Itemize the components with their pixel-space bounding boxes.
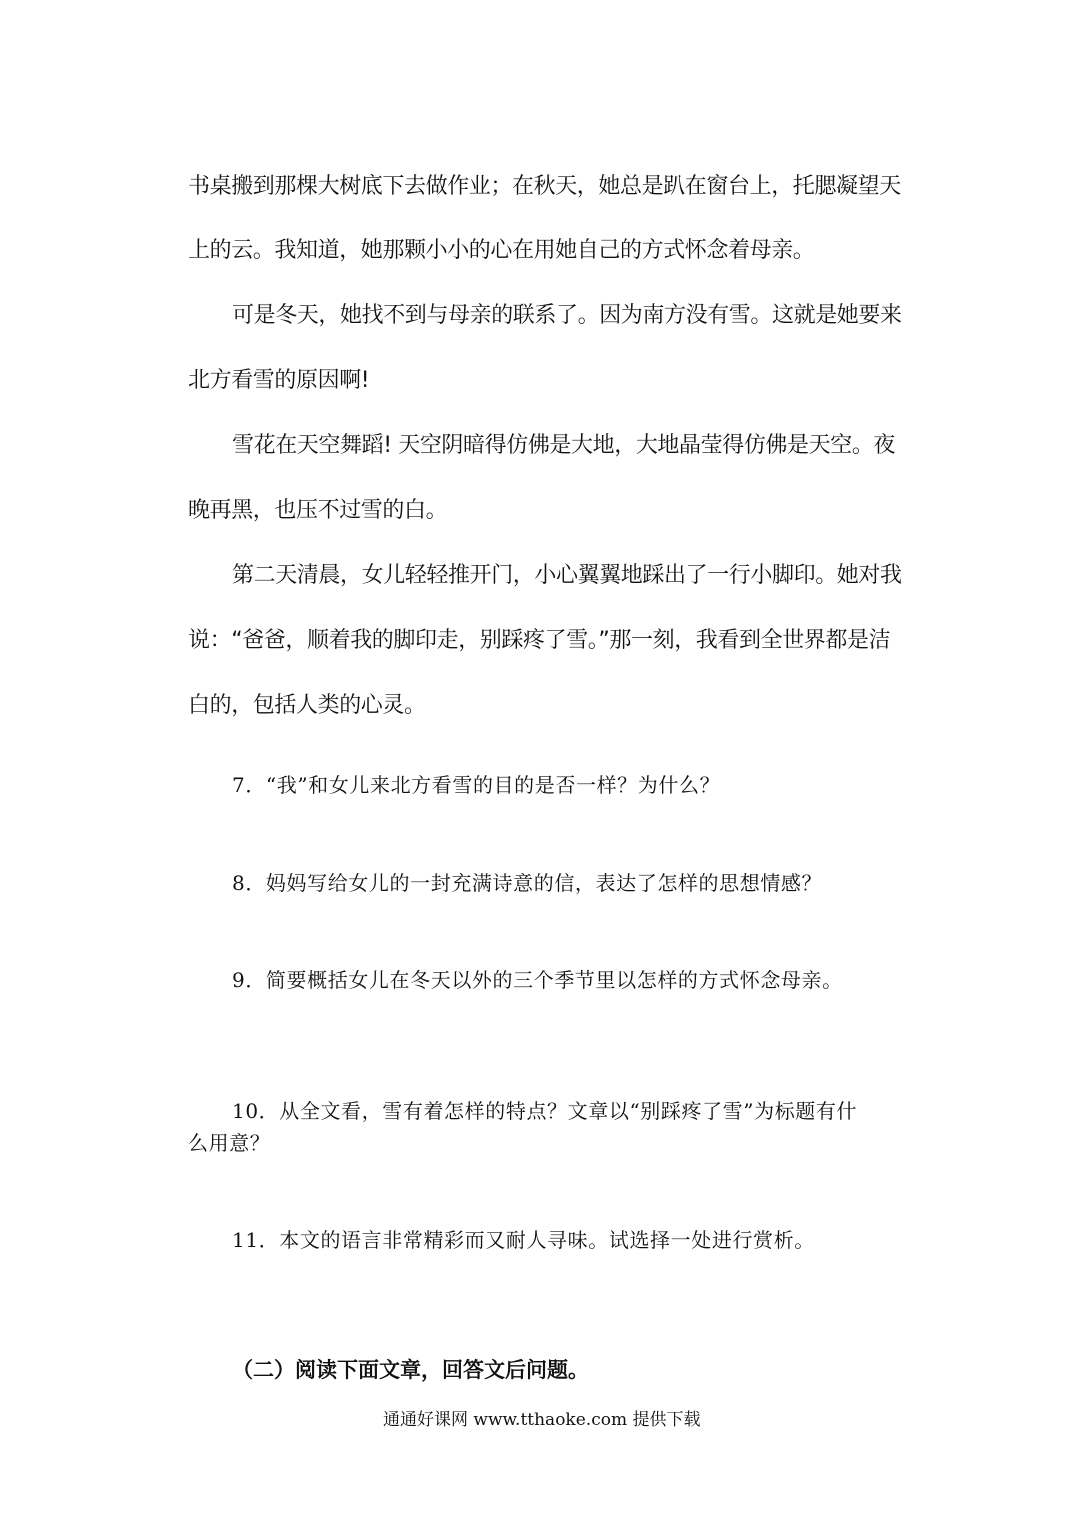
- question-8: 8．妈妈写给女儿的一封充满诗意的信，表达了怎样的思想情感？: [232, 871, 823, 895]
- story-line-1: 书桌搬到那棵大树底下去做作业；在秋天，她总是趴在窗台上，托腮凝望天: [188, 174, 901, 199]
- story-line-9: 白的，包括人类的心灵。: [188, 693, 426, 718]
- story-line-6: 晚再黑，也压不过雪的白。: [188, 498, 448, 523]
- story-line-4: 北方看雪的原因啊!: [188, 368, 370, 393]
- story-line-5: 雪花在天空舞蹈! 天空阴暗得仿佛是大地，大地晶莹得仿佛是天空。夜: [232, 433, 896, 458]
- page-footer: 通通好课网 www.tthaoke.com 提供下载: [383, 1410, 701, 1430]
- question-11: 11．本文的语言非常精彩而又耐人寻味。试选择一处进行赏析。: [232, 1228, 815, 1252]
- story-line-8: 说：“爸爸，顺着我的脚印走，别踩疼了雪。”那一刻，我看到全世界都是洁: [188, 628, 891, 653]
- question-10-line-2: 么用意？: [188, 1131, 271, 1155]
- question-10-line-1: 10．从全文看，雪有着怎样的特点？文章以“别踩疼了雪”为标题有什: [232, 1099, 858, 1123]
- section-heading: （二）阅读下面文章，回答文后问题。: [232, 1358, 589, 1382]
- story-line-7: 第二天清晨，女儿轻轻推开门，小心翼翼地踩出了一行小脚印。她对我: [232, 563, 902, 588]
- question-7: 7．“我”和女儿来北方看雪的目的是否一样？为什么？: [232, 773, 721, 797]
- story-line-2: 上的云。我知道，她那颗小小的心在用她自己的方式怀念着母亲。: [188, 238, 815, 263]
- story-line-3: 可是冬天，她找不到与母亲的联系了。因为南方没有雪。这就是她要来: [232, 303, 902, 328]
- question-9: 9．简要概括女儿在冬天以外的三个季节里以怎样的方式怀念母亲。: [232, 968, 843, 992]
